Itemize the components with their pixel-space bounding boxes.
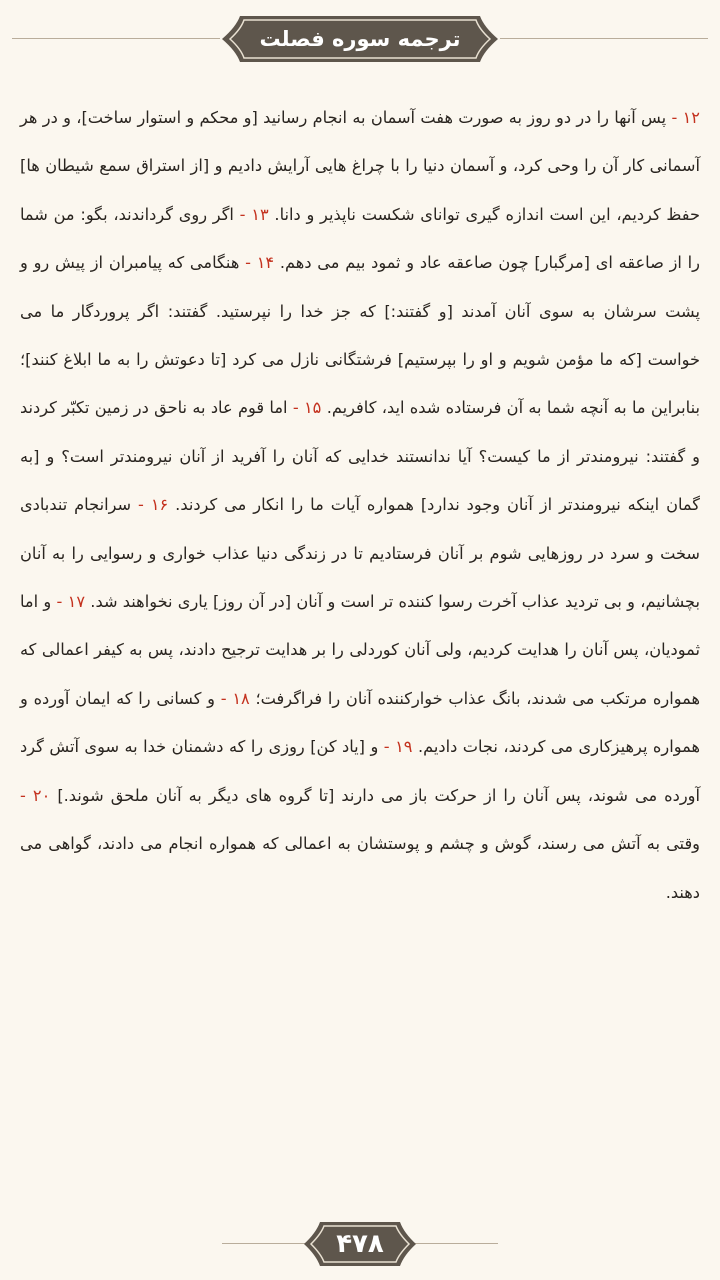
verse-text: پس آنها را در دو روز به صورت هفت آسمان به انجام رسانید [و محکم و استوار ساخت]، و در هر آسمانی کار آن را وحی کرد، و آسمان دنیا را با چراغ هایی آرایش دادیم و [از استراق سمع شیطان ها] حفظ کردیم، این است اندازه گیری توانای شکست ناپذیر و دانا. bbox=[20, 108, 700, 224]
verse-text: و اما ثمودیان، پس آنان را هدایت کردیم، ولی آنان کوردلی را بر هدایت ترجیح دادند، پس به کیفر اعمالی که همواره مرتکب می شدند، بانگ عذاب خوارکننده آنان را فراگرفت؛ bbox=[20, 592, 700, 708]
verse-text: وقتی به آتش می رسند، گوش و چشم و پوستشان به اعمالی که همواره انجام می دادند، گواهی می دهند. bbox=[20, 834, 700, 902]
page-number-divider-right bbox=[412, 1243, 498, 1244]
page-number-plate bbox=[304, 1222, 416, 1266]
verse-number: ۱۷ - bbox=[51, 592, 86, 612]
page-number-divider-left bbox=[222, 1243, 308, 1244]
verse-number: ۲۰ - bbox=[20, 785, 51, 805]
verse-text: هنگامی که پیامبران از پیش رو و پشت سرشان به سوی آنان آمدند [و گفتند:] که جز خدا را نپرستید. گفتند: اگر پروردگار ما می خواست [که ما مؤمن شویم و او را بپرستیم] فرشتگانی نازل می کرد [تا دعوتش را به ما ابلاغ کنند]؛ بنابراین ما به آنچه شما به آن فرستاده شده اید، کافریم. bbox=[20, 253, 700, 418]
title-divider-left bbox=[12, 38, 220, 39]
page-number-badge bbox=[0, 1222, 720, 1266]
verse-text: سرانجام تندبادی سخت و سرد در روزهایی شوم بر آنان فرستادیم تا در زندگی دنیا عذاب خواری و رسوایی را به آنان بچشانیم، و بی تردید عذاب آخرت رسوا کننده تر است و آنان [در آن روز] یاری نخواهند شد. bbox=[20, 495, 700, 612]
page-title: ترجمه سوره فصلت bbox=[259, 27, 461, 51]
translation-text bbox=[20, 94, 700, 917]
verse-number: ۱۶ - bbox=[131, 495, 169, 515]
verse-number: ۱۴ - bbox=[239, 253, 275, 273]
verse-text: و [یاد کن] روزی را که دشمنان خدا به سوی آتش گرد آورده می شوند، پس آنان را از حرکت باز می دارند [تا گروه های دیگر به آنان ملحق شوند.] bbox=[20, 737, 700, 805]
title-banner bbox=[0, 10, 720, 66]
verse-number: ۱۸ - bbox=[214, 688, 250, 708]
title-plate bbox=[222, 16, 498, 62]
title-divider-right bbox=[500, 38, 708, 39]
verse-text: و کسانی را که ایمان آورده و همواره پرهیزکاری می کردند، نجات دادیم. bbox=[20, 688, 700, 757]
verse-number: ۱۹ - bbox=[378, 737, 413, 757]
verse-text: اما قوم عاد به ناحق در زمین تکبّر کردند و گفتند: نیرومندتر از ما کیست؟ آیا ندانستند خدایی که آنان را آفرید از آنان نیرومندتر است؟ و [به گمان اینکه نیرومندتر از آنان وجود ندارد] همواره آیات ما را انکار می کردند. bbox=[20, 398, 701, 515]
verse-text: اگر روی گرداندند، بگو: من شما را از صاعقه ای [مرگبار] چون صاعقه عاد و ثمود بیم می دهم. bbox=[20, 204, 700, 273]
verse-number: ۱۳ - bbox=[233, 204, 269, 224]
verse-number: ۱۲ - bbox=[666, 108, 700, 127]
page-number: ۴۷۸ bbox=[336, 1229, 384, 1259]
verse-number: ۱۵ - bbox=[287, 398, 322, 418]
